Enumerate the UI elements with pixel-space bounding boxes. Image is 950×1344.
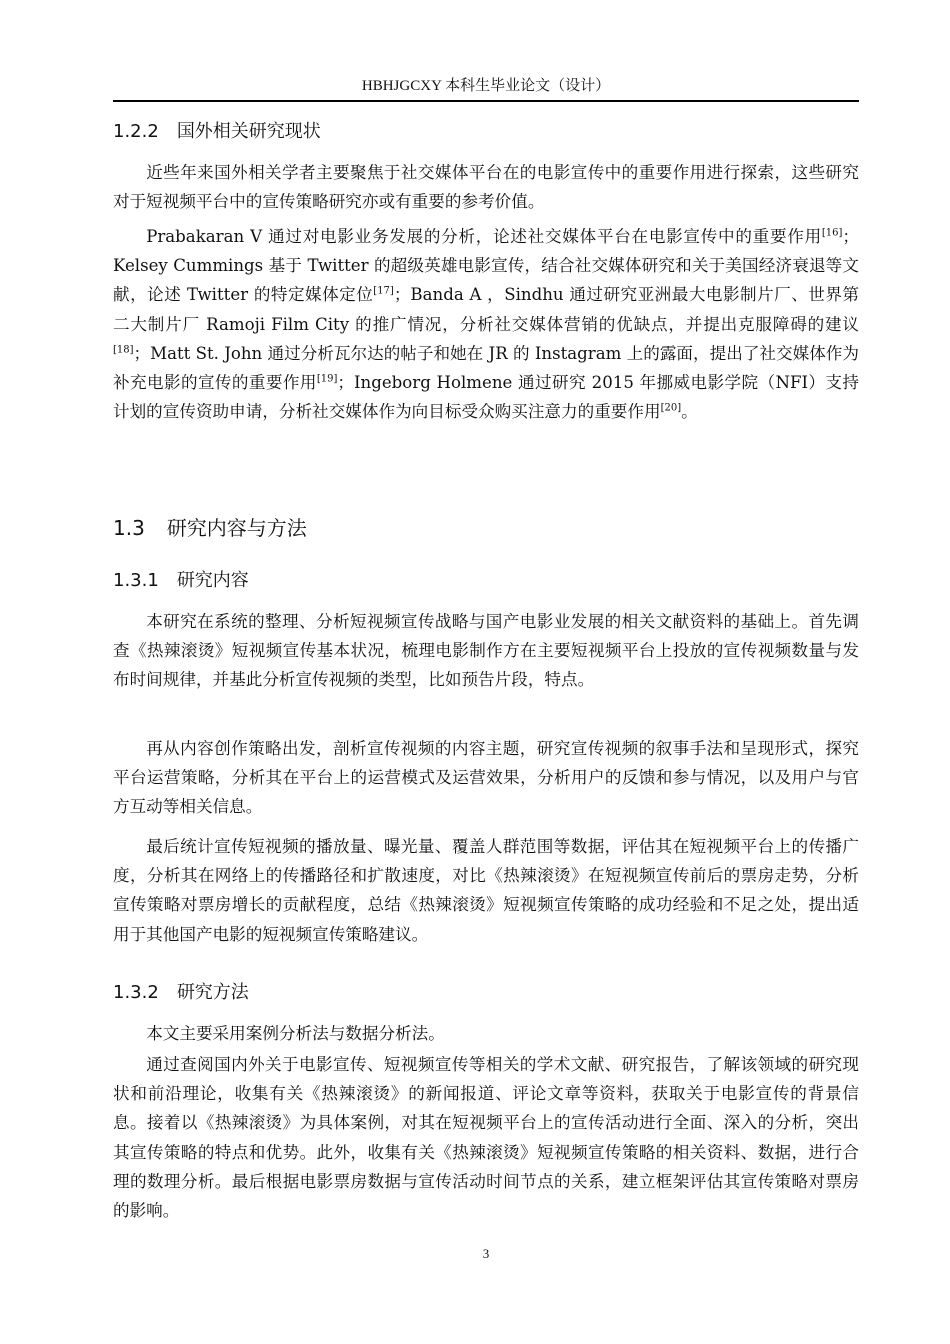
section-title: 研究内容与方法 (166, 516, 307, 540)
text-run: ；Matt St. John 通过分析瓦尔达的帖子和她在 JR 的 Instagram 上的露面，提出了社交媒体作为补充电影的宣传的重要作用 (113, 343, 859, 393)
paragraph-foreign-research-intro: 近些年来国外相关学者主要聚焦于社交媒体平台在的电影宣传中的重要作用进行探索，这些研究对于短视频平台中的宣传策略研究亦或有重要的参考价值。 (113, 163, 859, 212)
page-header: HBHJGCXY 本科生毕业论文（设计） (361, 78, 611, 94)
page-number: 3 (482, 1246, 490, 1261)
paragraph-foreign-research-review (113, 222, 859, 426)
citation-18: [18] (113, 344, 134, 356)
header-divider (113, 100, 859, 102)
citation-19: [19] (316, 373, 338, 385)
section-heading-1-3-2 (113, 979, 859, 1007)
paragraph-research-methods-2: 通过查阅国内外关于电影宣传、短视频宣传等相关的学术文献、研究报告，了解该领域的研究现状和前沿理论，收集有关《热辣滚烫》的新闻报道、评论文章等资料，获取关于电影宣传的背景信息。接着以《热辣滚烫》为具体案例，对其在短视频平台上的宣传活动进行全面、深入的分析，突出其宣传策略的特点和优势。此外，收集有关《热辣滚烫》短视频宣传策略的相关资料、数据，进行合理的数理分析。最后根据电影票房数据与宣传活动时间节点的关系，建立框架评估其宣传策略对票房的影响。 (113, 1055, 859, 1221)
section-title: 国外相关研究现状 (176, 121, 321, 142)
section-heading-1-3-1 (113, 567, 859, 595)
text-run: ；Kelsey Cummings 基于 Twitter 的超级英雄电影宣传，结合社交媒体研究和关于美国经济衰退等文献，论述 Twitter 的特定媒体定位 (113, 227, 859, 305)
paragraph-research-content-2: 再从内容创作策略出发，剖析宣传视频的内容主题，研究宣传视频的叙事手法和呈现形式，探究平台运营策略，分析其在平台上的运营模式及运营效果，分析用户的反馈和参与情况，以及用户与官方互动等相关信息。 (113, 739, 859, 817)
paragraph-research-content-3: 最后统计宣传短视频的播放量、曝光量、覆盖人群范围等数据，评估其在短视频平台上的传播广度，分析其在网络上的传播路径和扩散速度，对比《热辣滚烫》在短视频宣传前后的票房走势，分析宣传策略对票房增长的贡献程度，总结《热辣滚烫》短视频宣传策略的成功经验和不足之处，提出适用于其他国产电影的短视频宣传策略建议。 (113, 837, 859, 944)
citation-20: [20] (660, 402, 682, 414)
section-number: 1.3 (113, 516, 145, 540)
text-run: ；Ingeborg Holmene 通过研究 2015 年挪威电影学院（NFI）支持计划的宣传资助申请，分析社交媒体作为向目标受众购买注意力的重要作用 (113, 373, 860, 422)
text-run: ；Banda A ，Sindhu 通过研究亚洲最大电影制片厂、世界第二大制片厂 Ramoji Film City 的推广情况，分析社交媒体营销的优缺点，并提出克服障碍的建议 (113, 285, 859, 334)
section-heading-1-3 (113, 513, 859, 543)
paragraph-research-content-1: 本研究在系统的整理、分析短视频宣传战略与国产电影业发展的相关文献资料的基础上。首先调查《热辣滚烫》短视频宣传基本状况，梳理电影制作方在主要短视频平台上投放的宣传视频数量与发布时间规律，并基此分析宣传视频的类型，比如预告片段，特点。 (113, 612, 859, 690)
paragraph-research-methods-1: 本文主要采用案例分析法与数据分析法。 (146, 1024, 445, 1043)
section-title: 研究方法 (176, 982, 249, 1003)
section-heading-1-2-2 (113, 118, 859, 146)
section-number: 1.2.2 (113, 121, 159, 142)
citation-16: [16] (821, 227, 843, 239)
text-run: 。 (681, 402, 698, 422)
section-title: 研究内容 (176, 570, 249, 591)
text-run: Prabakaran V 通过对电影业务发展的分析，论述社交媒体平台在电影宣传中的重要作用 (146, 227, 822, 246)
section-number: 1.3.1 (113, 570, 159, 591)
citation-17: [17] (373, 285, 394, 297)
section-number: 1.3.2 (113, 982, 159, 1003)
